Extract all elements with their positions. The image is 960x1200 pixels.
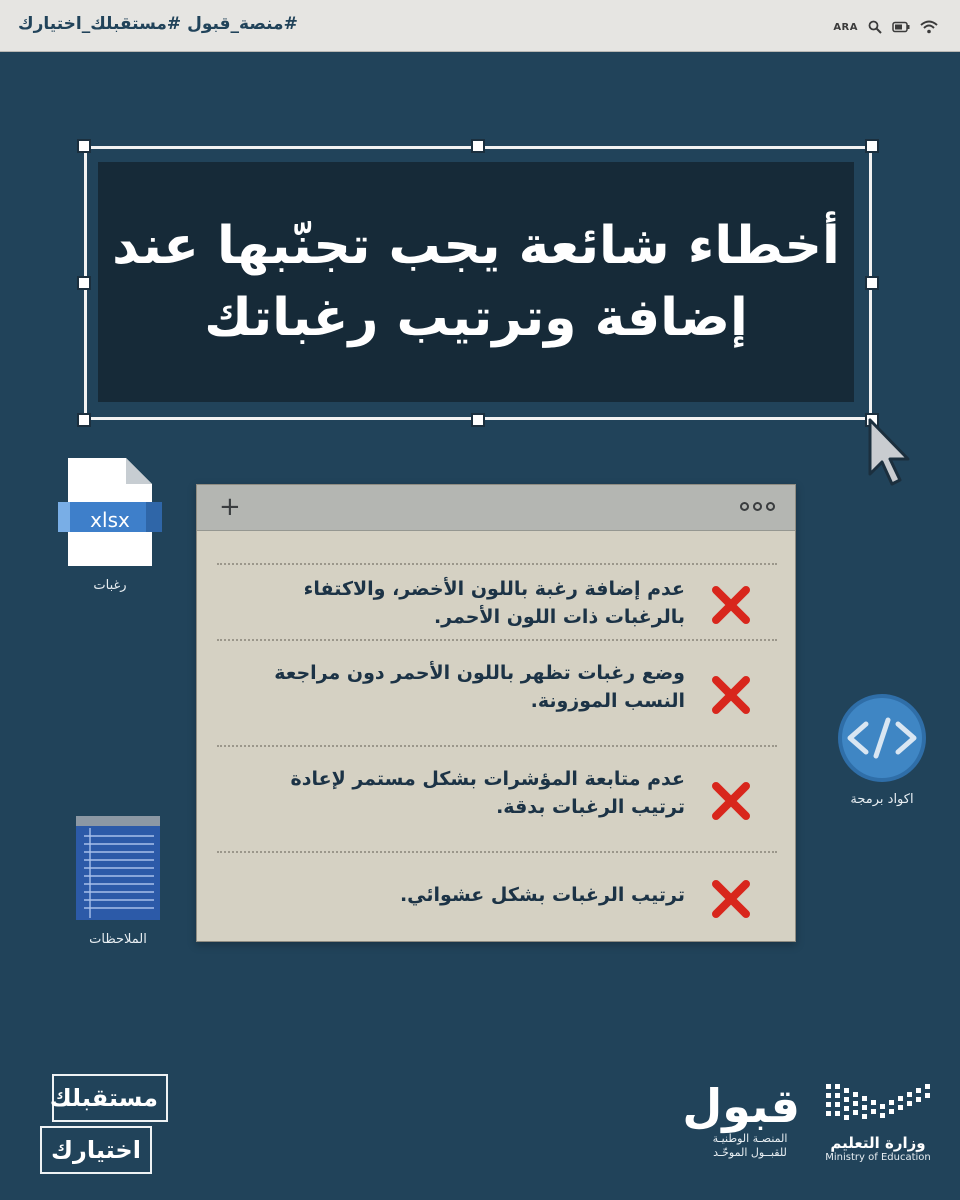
qabool-subtitle-2: للقبــول الموحّـد	[713, 1146, 787, 1159]
qabool-name: قبول	[682, 1079, 800, 1133]
slogan-line-1: مستقبلك	[52, 1074, 168, 1122]
ministry-name-ar: وزارة التعليم	[830, 1134, 926, 1152]
resize-handle-middle-left[interactable]	[77, 276, 91, 290]
menu-bar	[0, 0, 960, 52]
list-item	[217, 851, 777, 941]
resize-handle-bottom-center[interactable]	[471, 413, 485, 427]
qabool-subtitle-1: المنصـة الوطنيـة	[712, 1132, 788, 1145]
qabool-logo	[682, 1079, 800, 1160]
resize-handle-top-left[interactable]	[77, 139, 91, 153]
desktop-icon-xlsx[interactable]	[58, 456, 162, 593]
code-label: اكواد برمجة	[850, 792, 914, 807]
desktop-icon-notes[interactable]	[66, 814, 170, 947]
system-tray	[833, 18, 938, 36]
window-title-bar	[197, 485, 795, 531]
xlsx-file-label: رغبات	[93, 578, 127, 593]
desktop-icon-code[interactable]	[822, 694, 942, 807]
dot-icon	[740, 502, 749, 511]
ministry-name-en: Ministry of Education	[825, 1152, 931, 1163]
x-mark-icon	[711, 879, 751, 919]
resize-handle-bottom-left[interactable]	[77, 413, 91, 427]
hashtag-text: #منصة_قبول #مستقبلك_اختيارك	[18, 14, 298, 34]
x-mark-icon	[711, 781, 751, 821]
x-mark-icon	[711, 675, 751, 715]
list-item-text: عدم متابعة المؤشرات بشكل مستمر لإعادة ترتيب الرغبات بدقة.	[290, 768, 685, 818]
dot-icon	[766, 502, 775, 511]
battery-icon[interactable]	[892, 21, 910, 33]
dot-icon	[753, 502, 762, 511]
add-button[interactable]: +	[219, 492, 241, 522]
notes-label: الملاحظات	[89, 932, 147, 947]
mistakes-window	[196, 484, 796, 942]
language-indicator[interactable]: ARA	[833, 21, 858, 33]
list-item-text: وضع رغبات تظهر باللون الأحمر دون مراجعة النسب الموزونة.	[274, 662, 685, 712]
xlsx-badge: xlsx	[90, 508, 130, 532]
resize-handle-top-right[interactable]	[865, 139, 879, 153]
ministry-logo	[822, 1080, 934, 1163]
mouse-cursor-icon	[864, 416, 916, 488]
list-item-text: عدم إضافة رغبة باللون الأخضر، والاكتفاء بالرغبات ذات اللون الأحمر.	[303, 578, 685, 628]
list-item	[217, 563, 777, 639]
resize-handle-middle-right[interactable]	[865, 276, 879, 290]
search-icon[interactable]	[868, 20, 882, 34]
wifi-icon[interactable]	[920, 20, 938, 34]
list-item	[217, 745, 777, 851]
title-line-1: أخطاء شائعة يجب تجنّبها عند	[112, 216, 840, 276]
page-title	[98, 162, 854, 402]
window-more-options-icon[interactable]	[740, 502, 775, 511]
resize-handle-top-center[interactable]	[471, 139, 485, 153]
code-icon	[822, 694, 942, 782]
list-item	[217, 639, 777, 745]
x-mark-icon	[711, 585, 751, 625]
list-item-text: ترتيب الرغبات بشكل عشوائي.	[399, 884, 685, 906]
slogan-line-2: اختيارك	[40, 1126, 152, 1174]
title-line-2: إضافة وترتيب رغباتك	[204, 288, 748, 348]
ministry-emblem-icon	[822, 1080, 934, 1126]
notes-icon	[66, 814, 170, 922]
